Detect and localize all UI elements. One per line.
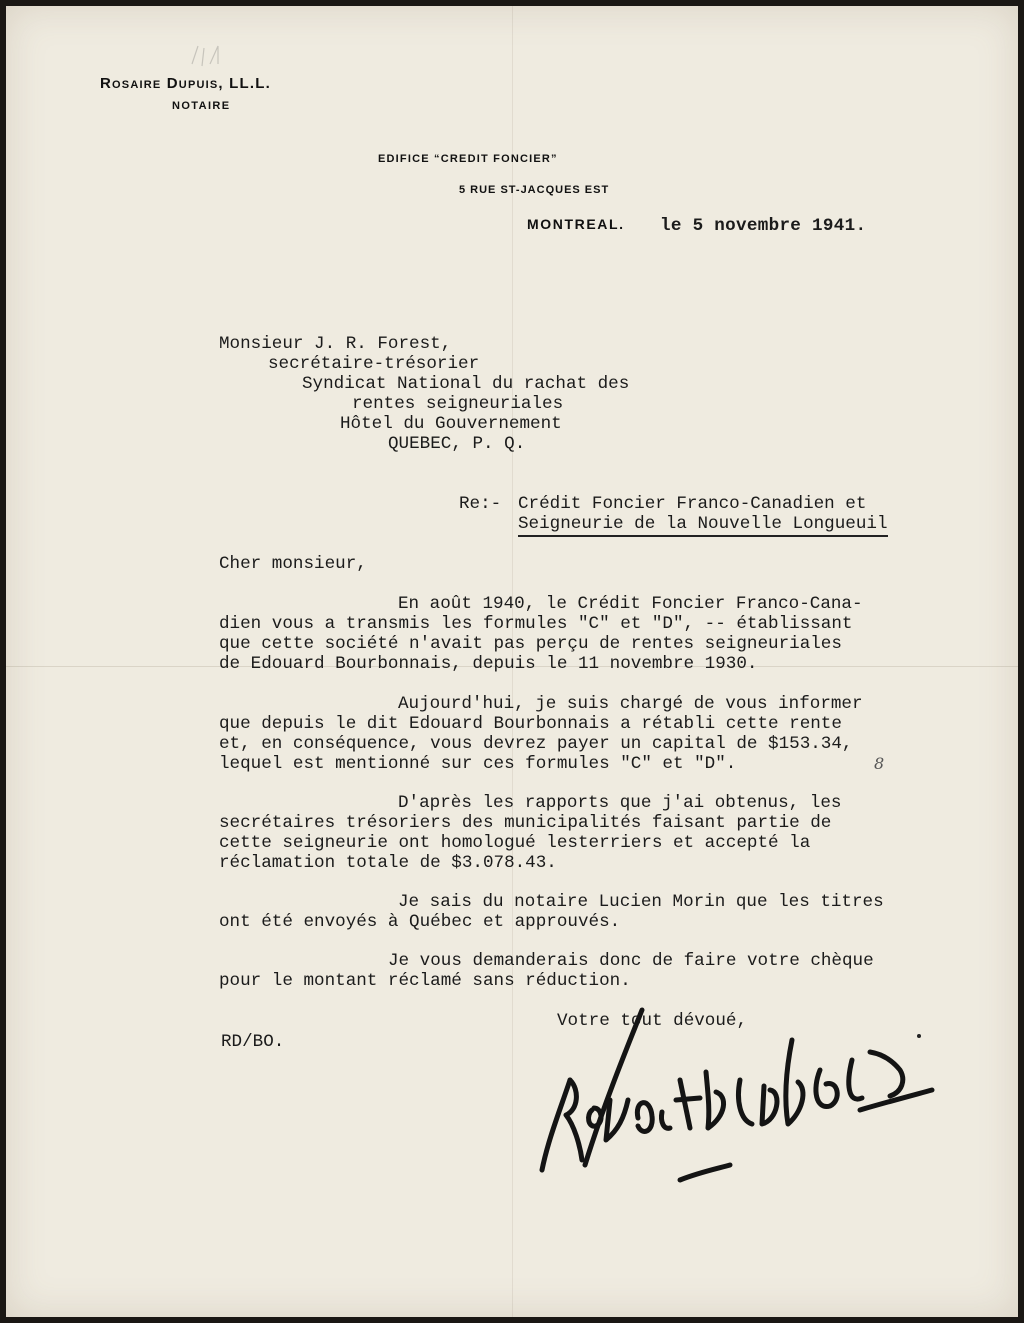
typist-initials: RD/BO. (221, 1032, 285, 1052)
letterhead-building: EDIFICE “CREDIT FONCIER” (378, 153, 558, 165)
closing: Votre tout dévoué, (557, 1011, 748, 1031)
letterhead-name: Rosaire Dupuis, LL.L. (100, 75, 271, 92)
pencil-mark (188, 40, 228, 70)
paragraph-line: lequel est mentionné sur ces formules "C" et "D". (219, 754, 737, 774)
paragraph-line: secrétaires trésoriers des municipalités faisant partie de (219, 813, 832, 833)
paragraph-line: pour le montant réclamé sans réduction. (219, 971, 631, 991)
paragraph-line: dien vous a transmis les formules "C" et "D", -- établissant (219, 614, 853, 634)
recipient-org-cont: rentes seigneuriales (352, 394, 564, 414)
subject-prefix: Re:- (459, 494, 502, 514)
letterhead-street: 5 RUE ST-JACQUES EST (459, 184, 610, 196)
letterhead-city: MONTREAL. (527, 216, 625, 232)
subject-line-1: Crédit Foncier Franco-Canadien et (518, 494, 867, 514)
paragraph-line: ont été envoyés à Québec et approuvés. (219, 912, 621, 932)
paragraph-line: D'après les rapports que j'ai obtenus, les (398, 793, 842, 813)
paragraph-line: Je vous demanderais donc de faire votre chèque (388, 951, 874, 971)
signature-image (530, 1000, 950, 1200)
paragraph-line: En août 1940, le Crédit Foncier Franco-Cana- (398, 594, 863, 614)
paragraph-line: que depuis le dit Edouard Bourbonnais a rétabli cette rente (219, 714, 842, 734)
letterhead-title: NOTAIRE (172, 100, 231, 112)
paragraph-line: que cette société n'avait pas perçu de rentes seigneuriales (219, 634, 842, 654)
recipient-title: secrétaire-trésorier (268, 354, 480, 374)
paragraph-line: cette seigneurie ont homologué lesterriers et accepté la (219, 833, 811, 853)
subject-line-2: Seigneurie de la Nouvelle Longueuil (518, 514, 888, 537)
salutation: Cher monsieur, (219, 554, 367, 574)
handwritten-mark: 8 (874, 754, 885, 773)
paragraph-line: Aujourd'hui, je suis chargé de vous informer (398, 694, 863, 714)
paragraph-line: réclamation totale de $3.078.43. (219, 853, 557, 873)
paragraph-line: et, en conséquence, vous devrez payer un capital de $153.34, (219, 734, 853, 754)
recipient-city: QUEBEC, P. Q. (388, 434, 526, 454)
ink-dot (917, 1034, 921, 1038)
letter-date: le 5 novembre 1941. (660, 216, 867, 236)
recipient-building: Hôtel du Gouvernement (340, 414, 562, 434)
recipient-org: Syndicat National du rachat des (302, 374, 630, 394)
paragraph-line: Je sais du notaire Lucien Morin que les titres (398, 892, 884, 912)
recipient-name: Monsieur J. R. Forest, (219, 334, 452, 354)
paragraph-line: de Edouard Bourbonnais, depuis le 11 novembre 1930. (219, 654, 758, 674)
